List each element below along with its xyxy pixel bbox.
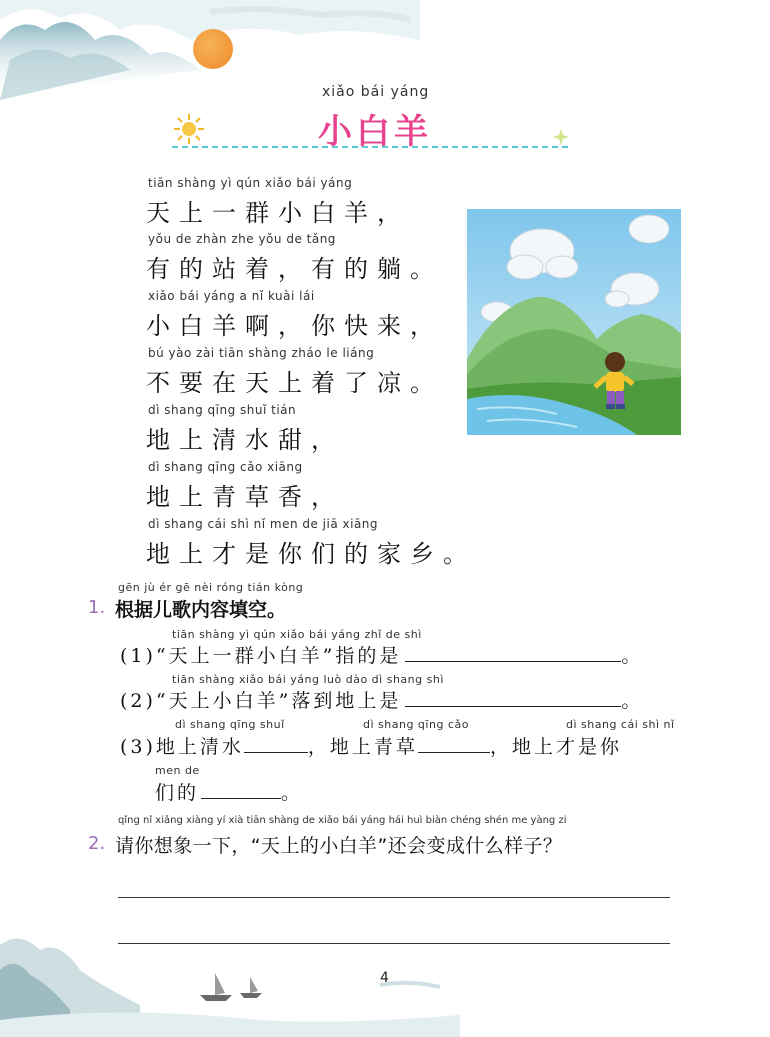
q1-number: 1. <box>88 597 106 618</box>
poem-line-4: 不要在天上着了凉。 <box>146 369 443 397</box>
q1-item-2 <box>120 686 643 713</box>
q1-item-4-pinyin: men de <box>155 764 200 777</box>
q2-prompt: 请你想象一下，“天上的小白羊”还会变成什么样子？ <box>115 835 563 857</box>
page-title: 小白羊 <box>318 112 432 152</box>
q1-prompt: 根据儿歌内容填空。 <box>115 599 287 621</box>
poem-line-3-pinyin: xiǎo bái yáng a nǐ kuài lái <box>148 289 315 303</box>
q1-item-4 <box>155 778 303 805</box>
poem-line-5-pinyin: dì shang qīng shuǐ tián <box>148 403 297 417</box>
q2-answer-line-1[interactable] <box>118 897 670 898</box>
poem-line-4-pinyin: bú yào zài tiān shàng zháo le liáng <box>148 346 375 360</box>
q1-item-3-pinyin-a: dì shang qīng shuǐ <box>175 718 285 731</box>
q1-item-1 <box>120 641 643 668</box>
q1-item-4-period: 。 <box>281 782 304 804</box>
poem-line-5: 地上清水甜， <box>146 426 344 454</box>
q1-item-3-text-b: ，地上青草 <box>307 736 418 758</box>
q1-item-2-text: (2)“天上小白羊”落到地上是 <box>120 690 402 712</box>
q1-item-1-text: (1)“天上一群小白羊”指的是 <box>120 645 402 667</box>
poem-line-2: 有的站着，有的躺。 <box>146 255 443 283</box>
q1-item-1-period: 。 <box>621 645 644 667</box>
q1-item-3-text-c: ，地上才是你 <box>489 736 622 758</box>
q1-item-4-text: 们的 <box>155 782 200 804</box>
q1-item-1-pinyin: tiān shàng yì qún xiǎo bái yáng zhǐ de shì <box>172 628 422 641</box>
q2-number: 2. <box>88 833 106 854</box>
bottom-landscape-decoration <box>0 925 460 1037</box>
small-sun-icon <box>172 112 206 146</box>
poem-line-6: 地上青草香， <box>146 483 344 511</box>
q1-item-2-blank[interactable] <box>405 686 621 707</box>
q1-item-3-pinyin-b: dì shang qīng cǎo <box>363 718 469 731</box>
poem-line-7: 地上才是你们的家乡。 <box>146 540 476 568</box>
q1-item-3-blank-b[interactable] <box>418 732 490 753</box>
q1-pinyin: gēn jù ér gē nèi róng tián kòng <box>118 581 304 594</box>
page-number: 4 <box>380 970 389 986</box>
q1-item-3-text-a: (3)地上清水 <box>120 736 244 758</box>
q1-item-3-pinyin-c: dì shang cái shì nǐ <box>566 718 675 731</box>
poem-line-2-pinyin: yǒu de zhàn zhe yǒu de tǎng <box>148 232 336 246</box>
q2-pinyin: qǐng nǐ xiǎng xiàng yí xià tiān shàng de xiǎo bái yáng hái huì biàn chéng shén me yàng zi <box>118 815 567 826</box>
q1-item-3-blank-a[interactable] <box>244 732 308 753</box>
poem-line-1-pinyin: tiān shàng yì qún xiǎo bái yáng <box>148 176 353 190</box>
title-dashed-underline <box>172 146 568 148</box>
star-icon <box>553 129 569 145</box>
sun-circle <box>193 29 233 69</box>
poem-line-3: 小白羊啊，你快来， <box>146 312 443 340</box>
q1-item-2-pinyin: tiān shàng xiǎo bái yáng luò dào dì shang shì <box>172 673 444 686</box>
poem-line-1: 天上一群小白羊， <box>146 199 410 227</box>
title-pinyin: xiǎo bái yáng <box>322 84 430 100</box>
q1-item-3 <box>120 732 622 759</box>
q1-item-1-blank[interactable] <box>405 641 621 662</box>
sheep-clouds-illustration <box>467 209 681 435</box>
q1-item-2-period: 。 <box>621 690 644 712</box>
poem-line-6-pinyin: dì shang qīng cǎo xiāng <box>148 460 303 474</box>
poem-line-7-pinyin: dì shang cái shì nǐ men de jiā xiāng <box>148 517 379 531</box>
q1-item-4-blank[interactable] <box>201 778 281 799</box>
